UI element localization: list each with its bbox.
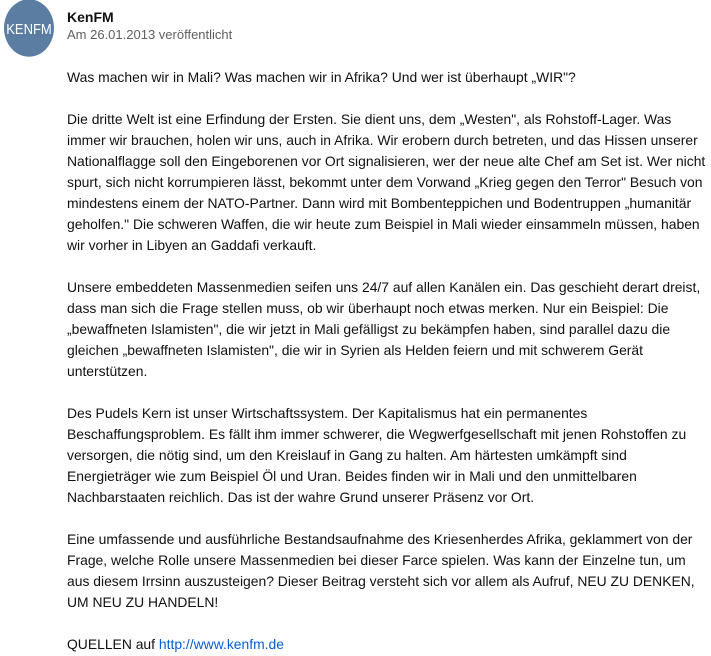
avatar-logo-text: KENFM <box>6 19 52 37</box>
publish-date: Am 26.01.2013 veröffentlicht <box>67 27 233 42</box>
description-paragraph-3: Unsere embeddeten Massenmedien seifen uns 24/7 auf allen Kanälen ein. Das geschieht derart dreist, dass man sich die Frage stellen muss, ob wir überhaupt noch etwas merken. Nur ein Beispiel: Die „bewaffneten Islamisten", die wir jetzt in Mali gefälligst zu bekämpfen haben, sind parallel dazu die gleichen „bewaffneten Islamisten", die wir in Syrien als Helden feiern und mit schwerem Gerät unterstützen. <box>67 279 701 379</box>
description-paragraph-2: Die dritte Welt ist eine Erfindung der Ersten. Sie dient uns, dem „Westen", als Rohstoff-Lager. Was immer wir brauchen, holen wir uns, auch in Afrika. Wir erobern durch betreten, und das Hissen unserer Nationalflagge soll den Eingeborenen vor Ort signalisieren, wer der neue alte Chef am Set ist. Wer nicht spurt, sich nicht korrumpieren lässt, bekommt unter dem Vorwand „Krieg gegen den Terror" Besuch von mindestens einem der NATO-Partner. Dann wird mit Bombenteppichen und Bodentruppen „humanitär geholfen." Die schweren Waffen, die wir heute zum Beispiel in Mali wieder einsammeln müssen, haben wir vorher in Libyen an Gaddafi verkauft. <box>67 111 706 253</box>
channel-avatar[interactable] <box>4 0 54 57</box>
sources-label: QUELLEN auf <box>67 636 159 652</box>
channel-name[interactable]: KenFM <box>67 9 114 25</box>
description-paragraph-4: Des Pudels Kern ist unser Wirtschaftssystem. Der Kapitalismus hat ein permanentes Beschaffungsproblem. Es fällt ihm immer schwerer, die Wegwerfgesellschaft mit jenen Rohstoffen zu versorgen, die nötig sind, um den Kreislauf in Gang zu halten. Am härtesten umkämpft sind Energieträger wie zum Beispiel Öl und Uran. Beides finden wir in Mali und den unmittelbaren Nachbarstaaten reichlich. Das ist der wahre Grund unserer Präsenz vor Ort. <box>67 405 687 505</box>
description-paragraph-5: Eine umfassende und ausführliche Bestandsaufnahme des Kriesenherdes Afrika, geklammert von der Frage, welche Rolle unsere Massenmedien bei dieser Farce spielen. Was kann der Einzelne tun, um aus diesem Irrsinn auszusteigen? Dieser Beitrag versteht sich vor allem als Aufruf, NEU ZU DENKEN, UM NEU ZU HANDELN! <box>67 531 695 610</box>
description-paragraph-1: Was machen wir in Mali? Was machen wir in Afrika? Und wer ist überhaupt „WIR"? <box>67 69 576 85</box>
sources-link[interactable]: http://www.kenfm.de <box>158 636 284 652</box>
video-description <box>67 67 707 655</box>
sources-line <box>67 634 707 655</box>
